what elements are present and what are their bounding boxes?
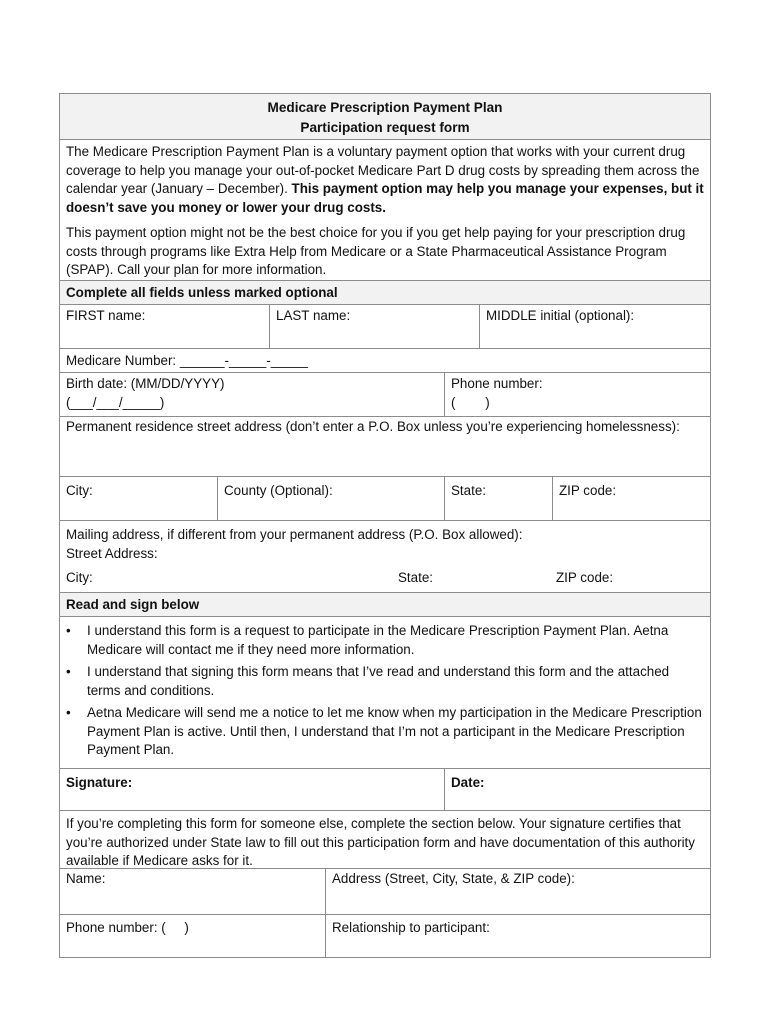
signature-field[interactable] bbox=[60, 769, 445, 810]
section-heading-complete: Complete all fields unless marked optional bbox=[60, 281, 710, 305]
city-county-row bbox=[60, 477, 710, 521]
list-item: • I understand that signing this form means that I’ve read and understand this form and the attached terms and conditions. bbox=[66, 664, 670, 698]
medicare-number-label: Medicare Number: ______-_____-_____ bbox=[66, 353, 308, 368]
representative-name-row bbox=[60, 869, 710, 915]
list-item: • Aetna Medicare will send me a notice to let me know when my participation in the Medicare Prescription Payment Plan is active. Until then, I understand that I’m not a participant in the Medicare Prescription Payment Plan. bbox=[66, 705, 702, 757]
terms-list bbox=[60, 617, 710, 769]
last-name-field[interactable] bbox=[270, 305, 480, 348]
participation-request-form bbox=[59, 93, 711, 958]
birth-phone-row bbox=[60, 373, 710, 417]
first-name-label: FIRST name: bbox=[66, 308, 146, 323]
intro-paragraph-1: The Medicare Prescription Payment Plan is a voluntary payment option that works with your current drug coverage to help you manage your out-of-pocket Medicare Part D drug costs by spreading them across the calendar year (January – December). This payment option may help you manage your expenses, but it doesn’t save you money or lower your drug costs. bbox=[66, 144, 704, 215]
phone-label: Phone number: bbox=[451, 376, 543, 391]
bullet-icon: • bbox=[66, 623, 71, 638]
list-item: • I understand this form is a request to participate in the Medicare Prescription Payment Plan. Aetna Medicare will contact me if they need more information. bbox=[66, 623, 669, 657]
representative-phone-row bbox=[60, 915, 710, 957]
permanent-address-label: Permanent residence street address (don’t enter a P.O. Box unless you’re experiencing homelessness): bbox=[66, 419, 680, 434]
relationship-label: Relationship to participant: bbox=[332, 920, 490, 935]
signature-row bbox=[60, 769, 710, 811]
county-field[interactable] bbox=[218, 477, 445, 520]
middle-initial-field[interactable] bbox=[480, 305, 710, 348]
section-heading-sign: Read and sign below bbox=[60, 593, 710, 617]
phone-field[interactable] bbox=[445, 373, 710, 416]
birth-date-format: (___/___/_____) bbox=[66, 394, 165, 410]
state-field[interactable] bbox=[445, 477, 553, 520]
form-title-line1: Medicare Prescription Payment Plan bbox=[267, 100, 503, 115]
mailing-address-label: Mailing address, if different from your permanent address (P.O. Box allowed): bbox=[66, 527, 523, 542]
representative-address-label: Address (Street, City, State, & ZIP code): bbox=[332, 871, 575, 886]
mailing-zip-label: ZIP code: bbox=[556, 570, 614, 585]
representative-phone-field[interactable] bbox=[60, 915, 326, 957]
zip-field[interactable] bbox=[553, 477, 710, 520]
date-field[interactable] bbox=[445, 769, 710, 810]
mailing-city-state-zip bbox=[66, 569, 704, 589]
bullet-icon: • bbox=[66, 664, 71, 679]
mailing-city-label: City: bbox=[66, 570, 93, 585]
name-fields-row bbox=[60, 305, 710, 349]
medicare-number-field[interactable] bbox=[60, 349, 710, 373]
representative-name-label: Name: bbox=[66, 871, 106, 886]
representative-address-field[interactable] bbox=[326, 869, 710, 914]
form-title bbox=[60, 94, 710, 140]
birth-date-label: Birth date: (MM/DD/YYYY) bbox=[66, 376, 225, 391]
relationship-field[interactable] bbox=[326, 915, 710, 957]
mailing-street-label: Street Address: bbox=[66, 545, 158, 561]
first-name-field[interactable] bbox=[60, 305, 270, 348]
permanent-address-field[interactable] bbox=[60, 417, 710, 477]
city-field[interactable] bbox=[60, 477, 218, 520]
representative-name-field[interactable] bbox=[60, 869, 326, 914]
bullet-icon: • bbox=[66, 705, 71, 720]
representative-notice: If you’re completing this form for someone else, complete the section below. Your signature certifies that you’re authorized under State law to fill out this participation form and have documentation of this authority available if Medicare asks for it. bbox=[60, 811, 710, 869]
middle-initial-label: MIDDLE initial (optional): bbox=[486, 308, 635, 323]
intro-paragraph-2: This payment option might not be the best choice for you if you get help paying for your prescription drug costs through programs like Extra Help from Medicare or a State Pharmaceutical Assistance Program (SPAP). Call your plan for more information. bbox=[66, 225, 686, 277]
mailing-address-field[interactable] bbox=[60, 521, 710, 593]
intro-section bbox=[60, 140, 710, 281]
intro-emphasis: This payment option may help you manage your expenses, but it doesn’t save you money or lower your drug costs. bbox=[66, 181, 704, 215]
form-title-line2: Participation request form bbox=[300, 120, 470, 135]
date-label: Date: bbox=[451, 775, 485, 790]
zip-label: ZIP code: bbox=[559, 483, 617, 498]
mailing-state-label: State: bbox=[398, 570, 433, 585]
representative-phone-label: Phone number: ( ) bbox=[66, 920, 189, 935]
state-label: State: bbox=[451, 483, 486, 498]
last-name-label: LAST name: bbox=[276, 308, 351, 323]
city-label: City: bbox=[66, 483, 93, 498]
county-label: County (Optional): bbox=[224, 483, 333, 498]
phone-format: ( ) bbox=[451, 394, 490, 410]
birth-date-field[interactable] bbox=[60, 373, 445, 416]
signature-label: Signature: bbox=[66, 775, 133, 790]
